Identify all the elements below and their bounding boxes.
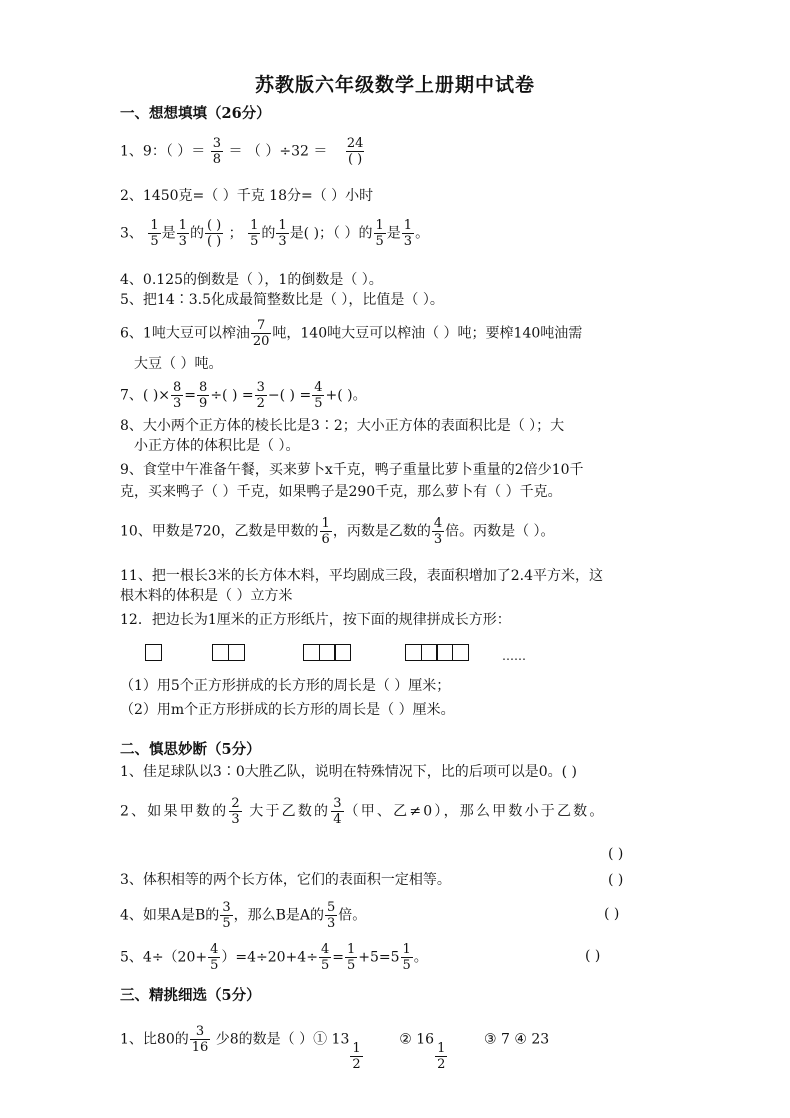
fraction: $\frac{7}{20}$ xyxy=(252,318,270,349)
question-5: 5、把14∶3.5化成最简整数比是（ ），比值是（ ）。 xyxy=(120,292,444,308)
question-9-continued: 克，买来鸭子（ ）千克，如果鸭子是290千克，那么萝卜有（ ）千克。 xyxy=(120,484,562,500)
fraction: $\frac{8}{3}$ xyxy=(173,380,182,411)
section-3-heading: 三、精挑细选（5分） xyxy=(120,987,261,1004)
fraction: $\frac{1}{5}$ xyxy=(402,942,411,973)
square xyxy=(228,644,245,661)
question-9: 9、食堂中午准备午餐，买来萝卜x千克，鸭子重量比萝卜重量的2倍少10千 xyxy=(120,462,584,478)
question-7: 7、( )× $\frac{8}{3}$ = $\frac{8}{9}$ ÷( ) = $\frac{3}{2}$ −( ) = $\frac{4}{5}$ +( )。 xyxy=(120,380,367,411)
judgement-2: 2、如果甲数的 $\frac{2}{3}$ 大于乙数的 $\frac{3}{4}$ （甲、乙≠0），那么甲数小于乙数。 xyxy=(120,796,606,827)
question-2: 2、1450克=（ ）千克 18分=（ ）小时 xyxy=(120,188,374,204)
fraction: $\frac{1}{5}$ xyxy=(150,218,159,249)
question-1: 1、9：（ ）＝ $\frac{3}{8}$ ＝ （ ）÷32 ＝ $\frac{24}{( )}$ xyxy=(120,136,378,167)
square-pattern-2 xyxy=(212,644,245,662)
square xyxy=(452,644,469,661)
question-12: 12．把边长为1厘米的正方形纸片，按下面的规律拼成长方形： xyxy=(120,612,511,628)
question-12-part-1: （1）用5个正方形拼成的长方形的周长是（ ）厘米； xyxy=(120,678,451,694)
question-12-part-2: （2）用m个正方形拼成的长方形的周长是（ ）厘米。 xyxy=(120,702,455,718)
fraction: $\frac{1}{2}$ xyxy=(352,1040,361,1072)
fraction: $\frac{3}{5}$ xyxy=(222,900,231,931)
question-4: 4、0.125的倒数是（ ），1的倒数是（ ）。 xyxy=(120,272,383,288)
fraction: $\frac{4}{5}$ xyxy=(320,942,330,973)
judgement-3-answer: ( ) xyxy=(608,872,624,888)
fraction: $\frac{1}{5}$ xyxy=(375,218,384,249)
square xyxy=(405,644,422,661)
fraction: $\frac{1}{5}$ xyxy=(250,218,259,249)
fraction-blank: $\frac{( )}{( )}$ xyxy=(206,218,222,249)
square xyxy=(421,644,438,661)
choice-1: 1、比80的 $\frac{3}{16}$ 少8的数是（ ）① 13 $\frac{1}{2}$ ② 16 $\frac{1}{2}$ ③ 7 ④ 23 xyxy=(120,1024,550,1072)
judgement-5: 5、4÷（20+ $\frac{4}{5}$ ）=4÷20+4÷ $\frac{4}{5}$ = $\frac{1}{5}$ +5=5 $\frac{1}{5}$ 。 xyxy=(120,942,428,973)
question-10: 10、甲数是720，乙数是甲数的 $\frac{1}{6}$ ，丙数是乙数的 $\frac{4}{3}$ 倍。丙数是（ ）。 xyxy=(120,516,555,547)
fraction: $\frac{1}{6}$ xyxy=(321,516,330,547)
judgement-4: 4、如果A是B的 $\frac{3}{5}$ ，那么B是A的 $\frac{5}{3}$ 倍。 xyxy=(120,900,367,931)
fraction: $\frac{1}{5}$ xyxy=(346,942,356,973)
fraction: $\frac{3}{16}$ xyxy=(191,1024,209,1055)
judgement-2-answer: ( ) xyxy=(608,846,624,862)
fraction: $\frac{3}{2}$ xyxy=(256,380,265,411)
question-11: 11、把一根长3米的长方体木料，平均剧成三段，表面积增加了2.4平方米，这 xyxy=(120,568,603,584)
fraction: $\frac{3}{4}$ xyxy=(333,796,342,827)
square-pattern-3 xyxy=(303,644,351,662)
judgement-5-answer: ( ) xyxy=(585,948,601,964)
fraction: $\frac{1}{3}$ xyxy=(278,218,287,249)
square xyxy=(436,644,453,661)
fraction: $\frac{4}{5}$ xyxy=(210,942,219,973)
pattern-ellipsis: …… xyxy=(502,649,526,663)
fraction: $\frac{1}{3}$ xyxy=(403,218,413,249)
judgement-4-answer: ( ) xyxy=(604,906,620,922)
question-11-continued: 根木料的体积是（ ）立方米 xyxy=(120,588,293,604)
square xyxy=(334,644,351,661)
square-pattern-1 xyxy=(145,644,162,662)
question-6-continued: 大豆（ ）吨。 xyxy=(134,356,223,372)
section-1-heading: 一、想想填填（26分） xyxy=(120,105,271,122)
question-8-continued: 小正方体的体积比是（ ）。 xyxy=(134,438,300,454)
fraction: $\frac{5}{3}$ xyxy=(327,900,336,931)
question-8: 8、大小两个正方体的棱长比是3∶2；大小正方体的表面积比是（ ）；大 xyxy=(120,418,565,434)
fraction-blank: $\frac{24}{( )}$ xyxy=(346,136,364,167)
square-pattern-4 xyxy=(405,644,469,662)
square xyxy=(145,644,162,661)
section-2-heading: 二、慎思妙断（5分） xyxy=(120,741,261,758)
fraction: $\frac{1}{3}$ xyxy=(178,218,187,249)
question-3: 3、 $\frac{1}{5}$ 是 $\frac{1}{3}$ 的 $\frac{( )}{( )}$ ； $\frac{1}{5}$ 的 $\frac{1}{3}$ 是( )；（ ）的 $\frac{1}{5}$ 是 $\frac{1}{3}$ 。 xyxy=(120,218,430,249)
fraction: $\frac{2}{3}$ xyxy=(231,796,240,827)
judgement-3: 3、体积相等的两个长方体，它们的表面积一定相等。 xyxy=(120,872,451,888)
fraction: $\frac{8}{9}$ xyxy=(199,380,208,411)
judgement-1: 1、佳足球队以3∶0大胜乙队，说明在特殊情况下，比的后项可以是0。( ) xyxy=(120,764,578,780)
fraction: $\frac{3}{8}$ xyxy=(212,136,221,167)
fraction: $\frac{1}{2}$ xyxy=(437,1040,446,1072)
question-6: 6、1吨大豆可以榨油 $\frac{7}{20}$ 吨，140吨大豆可以榨油（ ）吨；要榨140吨油需 xyxy=(120,318,583,349)
page-title: 苏教版六年级数学上册期中试卷 xyxy=(254,74,535,96)
square xyxy=(212,644,229,661)
fraction: $\frac{4}{3}$ xyxy=(433,516,443,547)
square xyxy=(319,644,336,661)
fraction: $\frac{4}{5}$ xyxy=(314,380,323,411)
square xyxy=(303,644,320,661)
